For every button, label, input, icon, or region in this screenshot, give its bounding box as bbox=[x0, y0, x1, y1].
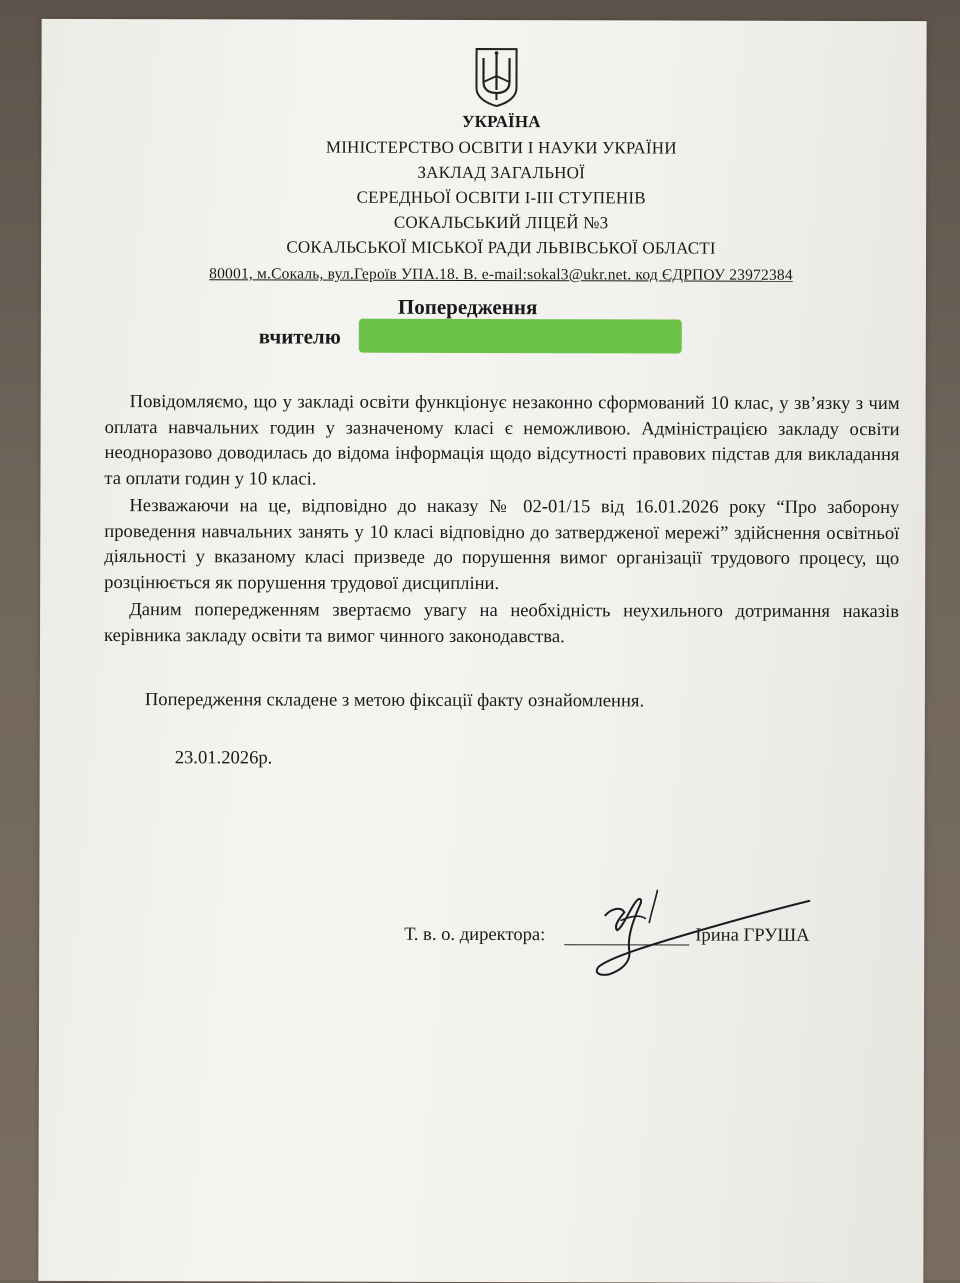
header-institution-line2: СЕРЕДНЬОЇ ОСВІТИ І-ІІІ СТУПЕНІВ bbox=[356, 187, 646, 208]
signatory-name: Ірина ГРУША bbox=[695, 924, 810, 946]
document-sheet bbox=[38, 19, 926, 1283]
handwritten-signature bbox=[569, 870, 814, 981]
header-ministry: МІНІСТЕРСТВО ОСВІТИ І НАУКИ УКРАЇНИ bbox=[325, 137, 677, 158]
coat-of-arms-icon bbox=[473, 46, 519, 108]
redacted-recipient-name bbox=[359, 319, 682, 354]
header-institution-line3: СОКАЛЬСЬКИЙ ЛІЦЕЙ №3 bbox=[393, 212, 609, 233]
paragraph-2: Незважаючи на це, відповідно до наказу № 02-01/15 від 16.01.2026 року “Про заборону проведення навчальних занять у 10 класі відповідно до затвердженої мережі” здійснення освітньої діяльності у вказаному класі призведе до порушення вимог організації трудового процесу, що розцінюється як порушення трудової дисципліни. bbox=[104, 495, 900, 594]
recipient-prefix: вчителю bbox=[258, 324, 341, 349]
paragraph-1: Повідомляємо, що у закладі освіти функціонує незаконно сформований 10 клас, у зв’язку з чим оплата навчальних годин у зазначеному класі є неможливою. Адміністрацією закладу освіти неодноразово доводилась до відома інформація щодо відсутності правових підстав для викладання та оплати годин у 10 класі. bbox=[104, 391, 900, 490]
header-address: 80001, м.Сокаль, вул.Героїв УПА.18. В. e-mail:sokal3@ukr.net. код ЄДРПОУ 23972384 bbox=[209, 265, 793, 284]
document-title: Попередження bbox=[397, 294, 538, 320]
header-institution-line4: СОКАЛЬСЬКОЇ МІСЬКОЇ РАДИ ЛЬВІВСЬКОЇ ОБЛАСТІ bbox=[286, 237, 716, 258]
header-institution-line1: ЗАКЛАД ЗАГАЛЬНОЇ bbox=[417, 162, 586, 183]
signatory-position: Т. в. о. директора: bbox=[404, 923, 546, 946]
header-country: УКРАЇНА bbox=[461, 111, 541, 132]
purpose-note: Попередження складене з метою фіксації факту ознайомлення. bbox=[144, 689, 645, 712]
document-date: 23.01.2026р. bbox=[174, 747, 273, 769]
paragraph-3: Даним попередженням звертаємо увагу на необхідність неухильного дотримання наказів керівника закладу освіти та вимог чинного законодавства. bbox=[104, 599, 900, 647]
